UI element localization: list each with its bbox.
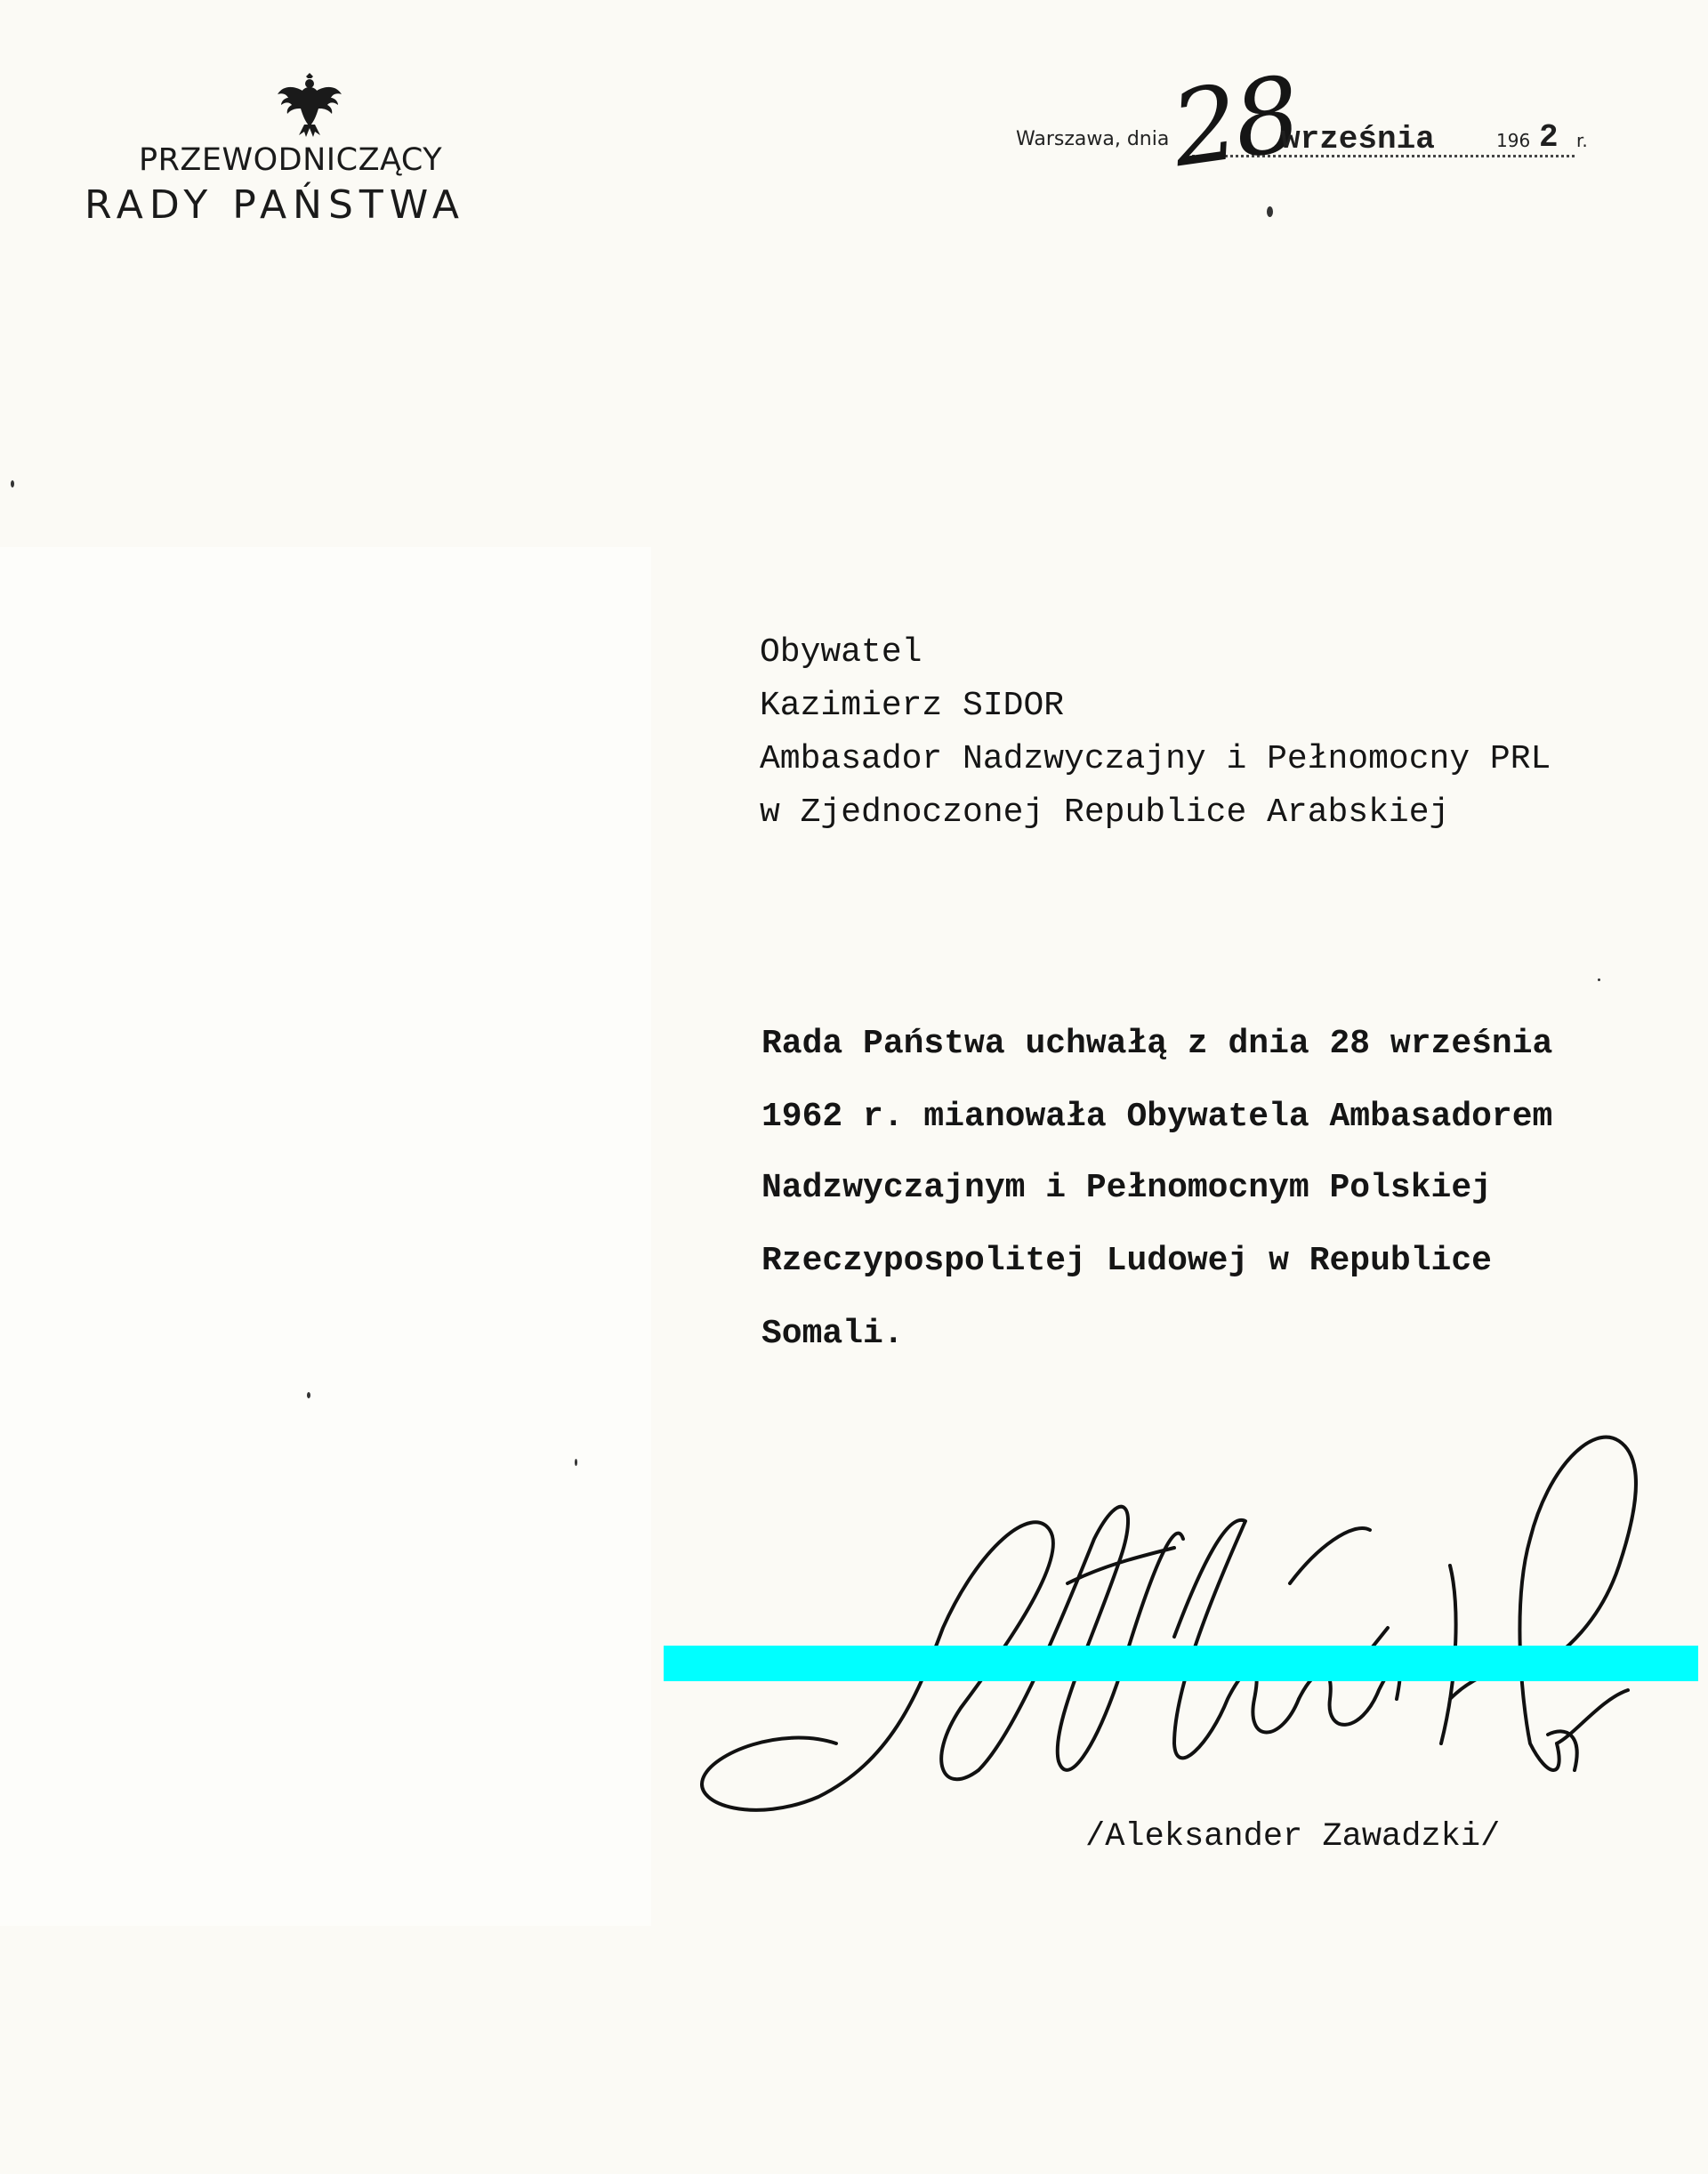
signatory-name: /Aleksander Zawadzki/ [1085,1818,1501,1856]
org-title-line1: PRZEWODNICZĄCY [139,142,443,178]
polish-eagle-emblem-icon [274,71,345,139]
ink-speck [575,1459,577,1466]
ink-speck [307,1392,310,1398]
addressee-line1: Obywatel [760,633,922,672]
addressee-line3: Ambasador Nadzwyczajny i Pełnomocny PRL [760,740,1551,778]
addressee-line4: w Zjednoczonej Republice Arabskiej [760,793,1450,832]
date-year-prefix: 196 [1496,130,1531,151]
body-line3: Nadzwyczajnym i Pełnomocnym Polskiej [761,1169,1492,1207]
body-line4: Rzeczypospolitej Ludowej w Republice [761,1242,1492,1280]
handwritten-signature [676,1405,1672,1832]
date-place-prefix: Warszawa, dnia [1016,128,1170,150]
date-suffix: r. [1576,130,1588,151]
redaction-bar [664,1646,1698,1681]
ink-speck [1267,206,1273,217]
date-year-digit: 2 [1539,119,1559,156]
paper-patch [0,547,651,1926]
addressee-line2: Kazimierz SIDOR [760,687,1065,725]
date-month: września [1281,121,1435,157]
ink-speck [11,480,14,487]
body-line1: Rada Państwa uchwałą z dnia 28 września [761,1025,1553,1063]
date-day-handwritten: 28 [1164,53,1305,191]
body-line2: 1962 r. mianowała Obywatela Ambasadorem [761,1098,1553,1136]
body-line5: Somali. [761,1315,904,1353]
ink-speck [1598,978,1600,981]
org-title-line2: RADY PAŃSTWA [85,182,465,228]
